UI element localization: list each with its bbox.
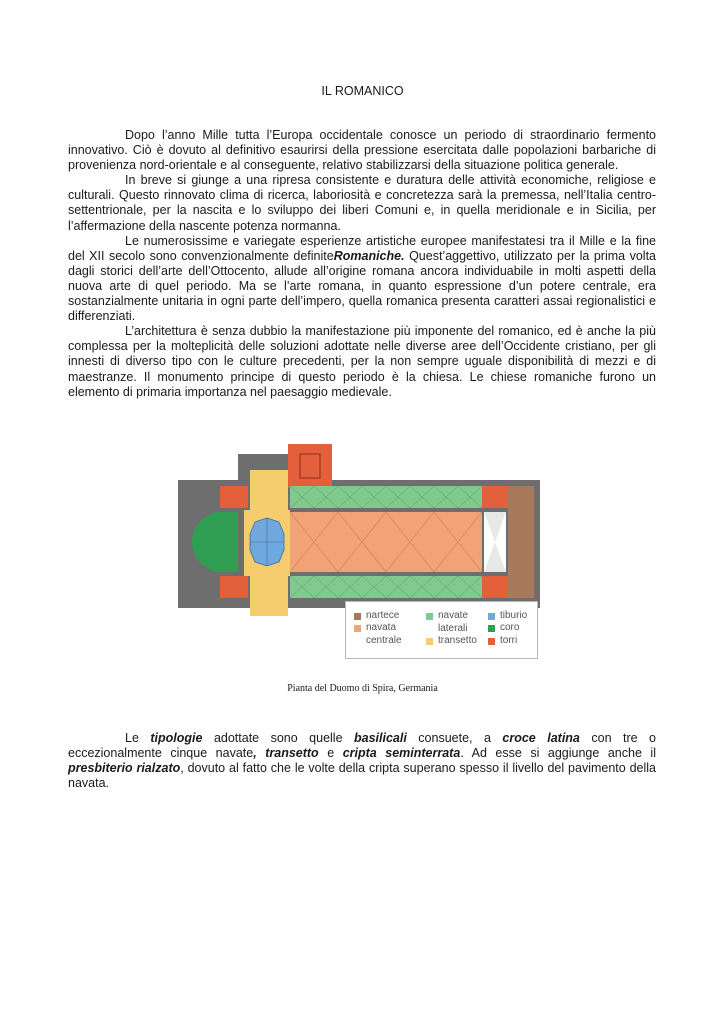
legend-tiburio: tiburio bbox=[488, 610, 527, 623]
torre-west-south bbox=[482, 576, 508, 598]
transept-north bbox=[250, 470, 288, 510]
navata-centrale bbox=[290, 512, 482, 572]
legend-navate-laterali: navate laterali bbox=[426, 610, 468, 635]
paragraph-1: Dopo l’anno Mille tutta l’Europa occidentale conosce un periodo di straordinario fermento innovativo. Ciò è dovuto al definitivo esaurirsi della pressione esercitata dalle popolazioni barbariche di provenienza nord-orientale e al conseguente, relativo stabilizzarsi della situazione politica generale. bbox=[68, 128, 656, 173]
legend-transetto: transetto bbox=[426, 635, 477, 648]
plan-legend bbox=[345, 601, 538, 659]
paragraph-3-start: Le numerosissime e variegate esperienze artistiche europee manifestatesi tra il Mille e la fine del XII secolo sono convenzionalmente definite bbox=[68, 233, 656, 263]
navata-laterale-south bbox=[290, 576, 482, 598]
legend-torri: torri bbox=[488, 635, 517, 648]
legend-coro: coro bbox=[488, 622, 519, 635]
coro-bay bbox=[214, 512, 238, 572]
paragraph-3-end: Quest’aggettivo, utilizzato per la prima volta dagli storici dell’arte dell’Ottocento, allude all’origine romana ancora individuabile in molti aspetti della nuova arte di quel periodo. Ma se l’arte romana, in quanto espressione d’un potere centrale, era sostanzialmente unitaria in ogni parte dell’impero, quella romanica presenta caratteri assai regionalistici e differenziati. bbox=[68, 248, 656, 324]
torre-north bbox=[288, 444, 332, 488]
torre-east-north bbox=[220, 486, 248, 508]
legend-navata-centrale: navata centrale bbox=[354, 622, 402, 647]
romaniche-emphasis: Romaniche. bbox=[333, 248, 405, 263]
paragraph-3 bbox=[68, 234, 656, 325]
narthex bbox=[508, 486, 534, 598]
legend-nartece: nartece bbox=[354, 610, 399, 623]
navata-laterale-north bbox=[290, 486, 482, 508]
torre-east-south bbox=[220, 576, 248, 598]
torre-west-north bbox=[482, 486, 508, 508]
page-title: IL ROMANICO bbox=[321, 84, 404, 98]
paragraph-5: Le tipologie adottate sono quelle basilicali consuete, a croce latina con tre o eccezionalmente cinque navate, transetto e cripta seminterrata. Ad esse si aggiunge anche il presbiterio rialzato, dovuto al fatto che le volte della cripta superano spesso il livello del pavimento della navata. bbox=[68, 731, 656, 791]
transept-south bbox=[250, 576, 288, 616]
typology-text bbox=[68, 731, 656, 791]
paragraph-4: L’architettura è senza dubbio la manifestazione più imponente del romanico, ed è anche la più complessa per la molteplicità delle soluzioni adottate nelle diverse aree dell’Occidente cristiano, per gli innesti di diverso tipo con le culture precedenti, per la non sempre uguale disponibilità di mezzi e di maestranze. Il monumento principe di questo periodo è la chiesa. Le chiese romaniche furono un elemento di primaria importanza nel paesaggio medievale. bbox=[68, 324, 656, 399]
paragraph-2: In breve si giunge a una ripresa consistente e duratura delle attività economiche, religiose e culturali. Questo rinnovato clima di ricerca, laboriosità e concretezza sarà la premessa, nell’Italia centro-settentrionale, per la nascita e lo sviluppo dei liberi Comuni e, in quella meridionale e in Sicilia, per l’affermazione della nascente potenza normanna. bbox=[68, 173, 656, 233]
intro-text bbox=[68, 128, 656, 400]
figure-caption: Pianta del Duomo di Spira, Germania bbox=[287, 683, 438, 694]
